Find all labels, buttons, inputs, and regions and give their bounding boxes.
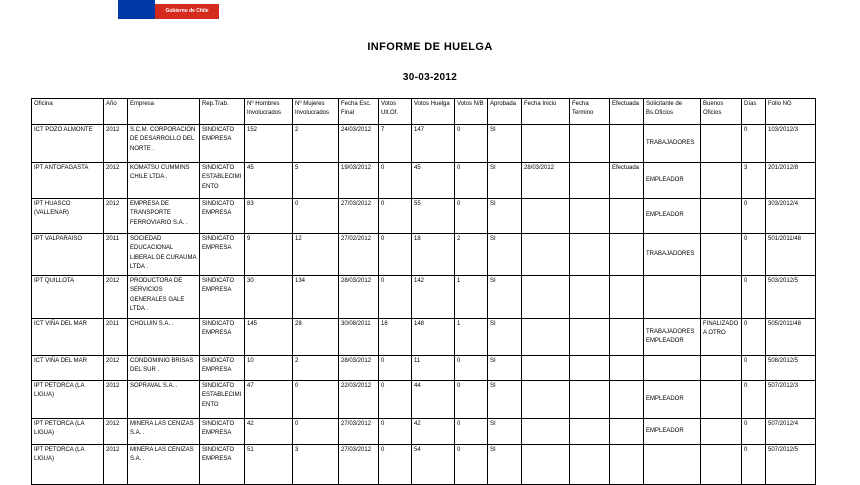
table-cell: IPT PETORCA (LA LIGUA) [32,381,104,419]
table-cell: SI [488,276,522,319]
table-cell: SOCIEDAD EDUCACIONAL LIBERAL DE CURAUMA LTDA . [128,234,200,276]
table-cell: 2012 [104,381,128,419]
table-cell: 2012 [104,356,128,381]
table-row [32,381,816,419]
logo-text: Gobierno de Chile [165,8,209,14]
table-cell: 0 [742,445,766,485]
table-cell: 152 [245,125,293,163]
table-cell [701,234,742,276]
table-cell [610,319,644,356]
table-cell: 5 [293,163,339,199]
table-cell: 103/2012/3 [766,125,816,163]
table-cell: CONDOMINIO BRISAS DEL SUR . [128,356,200,381]
table-cell [570,163,610,199]
column-header-1: Oficina [32,99,104,125]
table-cell: 201/2012/8 [766,163,816,199]
table-cell [570,419,610,445]
table-cell: 0 [455,163,488,199]
table-cell [570,356,610,381]
table-cell: PRODUCTORA DE SERVICIOS GENERALES GALE LTDA . [128,276,200,319]
table-cell: 10 [245,356,293,381]
report-title: INFORME DE HUELGA [367,41,493,53]
table-cell [522,125,570,163]
table-cell: 2012 [104,199,128,234]
table-cell: 0 [742,276,766,319]
table-cell: 9 [245,234,293,276]
table-cell: SI [488,199,522,234]
report-date: 30-03-2012 [402,72,458,83]
table-cell: 2012 [104,445,128,485]
table-cell [610,419,644,445]
table-cell: 0 [455,381,488,419]
table-cell: IPT PETORCA (LA LIGUA) [32,445,104,485]
table-cell: 45 [245,163,293,199]
table-cell: 0 [742,381,766,419]
table-cell: SINDICATO EMPRESA [200,356,245,381]
table-cell: 55 [412,199,455,234]
column-header-9: Votos Huelga [412,99,455,125]
table-cell: 0 [379,381,412,419]
table-cell: 2 [455,234,488,276]
table-cell [522,381,570,419]
column-header-5: Nº Hombres Involucrados [245,99,293,125]
table-cell: 47 [245,381,293,419]
column-header-2: Año [104,99,128,125]
table-cell: SINDICATO EMPRESA [200,125,245,163]
table-cell: TRABAJADORES [644,234,701,276]
table-cell [522,319,570,356]
table-cell: SINDICATO EMPRESA [200,199,245,234]
table-cell: 2 [293,356,339,381]
table-cell: TRABAJADORES EMPLEADOR [644,319,701,356]
table-cell [610,199,644,234]
table-cell: EMPLEADOR [644,381,701,419]
table-cell: ICT VIÑA DEL MAR [32,319,104,356]
table-cell: 27/02/2012 [339,234,379,276]
table-cell [522,234,570,276]
table-cell [570,276,610,319]
table-cell: 0 [293,381,339,419]
table-cell: 0 [742,125,766,163]
table-cell: 505/2011/48 [766,319,816,356]
table-cell [570,199,610,234]
table-cell: 16 [379,319,412,356]
table-cell: 12 [293,234,339,276]
table-cell [701,125,742,163]
table-cell: 0 [455,356,488,381]
table-cell: SINDICATO ESTABLECIMIENTO [200,381,245,419]
table-cell: 28 [293,319,339,356]
table-cell: 2011 [104,319,128,356]
table-cell [570,125,610,163]
table-cell: 0 [742,199,766,234]
table-cell: SI [488,319,522,356]
table-cell: 0 [455,125,488,163]
table-cell: S.C.M. CORPORACIÓN DE DESARROLLO DEL NORTE . [128,125,200,163]
table-cell: 303/2012/4 [766,199,816,234]
column-header-3: Empresa [128,99,200,125]
table-cell: KOMATSU CUMMINS CHILE LTDA . [128,163,200,199]
table-cell: 501/2011/48 [766,234,816,276]
table-cell: 0 [379,276,412,319]
table-cell: 507/2012/5 [766,445,816,485]
table-cell [610,276,644,319]
column-header-15: Solicitante de Bs.Oficios [644,99,701,125]
table-cell [701,381,742,419]
table-row [32,445,816,485]
table-cell [701,445,742,485]
table-cell: 0 [455,199,488,234]
table-cell: 2 [293,125,339,163]
table-cell: 42 [412,419,455,445]
table-cell: 1 [455,276,488,319]
column-header-17: Días [742,99,766,125]
table-cell [570,234,610,276]
table-row [32,199,816,234]
column-header-4: Rep.Trab. [200,99,245,125]
table-row [32,163,816,199]
table-cell: EMPLEADOR [644,163,701,199]
table-cell: 0 [379,234,412,276]
table-cell [701,199,742,234]
column-header-11: Aprobada [488,99,522,125]
table-row [32,419,816,445]
table-cell [570,319,610,356]
table-cell: 0 [293,199,339,234]
table-cell: IPT ANTOFAGASTA [32,163,104,199]
table-cell: SINDICATO ESTABLECIMIENTO [200,163,245,199]
table-cell: 18 [412,234,455,276]
column-header-14: Efectuada [610,99,644,125]
gobierno-de-chile-logo [118,0,219,19]
table-cell: 0 [379,199,412,234]
column-header-18: Folio NG [766,99,816,125]
table-cell: 2012 [104,125,128,163]
table-cell: SINDICATO EMPRESA [200,419,245,445]
table-cell: 0 [379,445,412,485]
table-cell: 7 [379,125,412,163]
table-cell [570,445,610,485]
table-cell: SOPRAVAL S.A. . [128,381,200,419]
table-cell: 3 [742,163,766,199]
table-cell: 42 [245,419,293,445]
table-cell: EMPRESA DE TRANSPORTE FERROVIARIO S.A. . [128,199,200,234]
table-cell: 142 [412,276,455,319]
table-cell [644,356,701,381]
table-cell [701,356,742,381]
table-cell: TRABAJADORES [644,125,701,163]
table-cell: SINDICATO EMPRESA [200,445,245,485]
table-row [32,356,816,381]
table-cell: 28/03/2012 [339,356,379,381]
table-cell: IPT QUILLOTA [32,276,104,319]
table-cell: 134 [293,276,339,319]
table-cell [701,419,742,445]
table-cell: 0 [742,319,766,356]
table-cell: SINDICATO EMPRESA [200,276,245,319]
table-cell: 1 [455,319,488,356]
column-header-8: Votos Ult.Of. [379,99,412,125]
table-cell: 0 [293,419,339,445]
table-cell: ICT VIÑA DEL MAR [32,356,104,381]
column-header-6: Nº Mujeres Involucrados [293,99,339,125]
column-header-7: Fecha Esc. Final [339,99,379,125]
table-cell: 45 [412,163,455,199]
table-row [32,234,816,276]
column-header-12: Fecha Inicio [522,99,570,125]
table-cell: 0 [742,419,766,445]
strike-report-table [31,98,816,485]
table-cell: 0 [379,163,412,199]
table-cell: 54 [412,445,455,485]
table-cell: 0 [455,445,488,485]
table-cell: 145 [245,319,293,356]
table-cell: CHOLUIN S.A. . [128,319,200,356]
table-cell: SI [488,125,522,163]
table-cell: EMPLEADOR [644,419,701,445]
table-cell: 148 [412,319,455,356]
column-header-16: Buenos Oficios [701,99,742,125]
table-cell: 51 [245,445,293,485]
table-cell: Efectuada [610,163,644,199]
table-cell: IPT HUASCO (VALLENAR) [32,199,104,234]
table-cell: MINERA LAS CENIZAS S.A. . [128,419,200,445]
table-cell: 24/03/2012 [339,125,379,163]
table-row [32,276,816,319]
table-cell: 0 [379,356,412,381]
table-cell: 508/2012/5 [766,356,816,381]
table-cell: 28/03/2012 [522,163,570,199]
table-cell [610,381,644,419]
table-cell: SI [488,419,522,445]
table-cell: 3 [293,445,339,485]
table-header-row [32,99,816,125]
table-cell: IPT PETORCA (LA LIGUA) [32,419,104,445]
table-cell: 30 [245,276,293,319]
table-cell: SINDICATO EMPRESA [200,319,245,356]
table-cell: 507/2012/3 [766,381,816,419]
flag-red-block [155,4,219,19]
table-cell: MINERA LAS CENIZAS S.A. . [128,445,200,485]
table-cell [610,234,644,276]
table-cell: SI [488,234,522,276]
table-cell: 22/03/2012 [339,381,379,419]
table-cell: 11 [412,356,455,381]
table-cell: 27/03/2012 [339,419,379,445]
table-cell [522,199,570,234]
table-cell: 507/2012/4 [766,419,816,445]
table-cell: 147 [412,125,455,163]
table-cell [522,419,570,445]
table-cell: SI [488,163,522,199]
table-row [32,125,816,163]
table-cell [522,356,570,381]
table-cell: 0 [742,234,766,276]
column-header-13: Fecha Termino [570,99,610,125]
table-cell [701,163,742,199]
table-cell: 2012 [104,276,128,319]
table-cell: 0 [379,419,412,445]
table-cell [570,381,610,419]
table-cell: FINALIZADO A OTRO [701,319,742,356]
table-cell: 30/08/2011 [339,319,379,356]
table-cell [610,445,644,485]
table-cell [644,276,701,319]
table-cell: SI [488,381,522,419]
table-cell: 28/03/2012 [339,276,379,319]
table-cell: SI [488,445,522,485]
table-cell: 503/2012/5 [766,276,816,319]
table-cell [610,125,644,163]
table-cell: 0 [742,356,766,381]
flag-blue-block [118,0,155,19]
table-cell: SI [488,356,522,381]
table-cell: 44 [412,381,455,419]
table-row [32,319,816,356]
table-cell: 2012 [104,163,128,199]
table-cell: IPT VALPARAISO [32,234,104,276]
table-cell [701,276,742,319]
table-cell: 0 [455,419,488,445]
table-cell: SINDICATO EMPRESA [200,234,245,276]
table-cell: 27/03/2012 [339,445,379,485]
table-cell: 2012 [104,419,128,445]
table-cell [522,276,570,319]
table-cell [522,445,570,485]
table-cell [610,356,644,381]
table-cell [644,445,701,485]
table-cell: 2011 [104,234,128,276]
table-cell: 27/03/2012 [339,199,379,234]
table-cell: 83 [245,199,293,234]
table-cell: EMPLEADOR [644,199,701,234]
table-cell: ICT POZO ALMONTE [32,125,104,163]
column-header-10: Votos N/B [455,99,488,125]
table-cell: 19/03/2012 [339,163,379,199]
